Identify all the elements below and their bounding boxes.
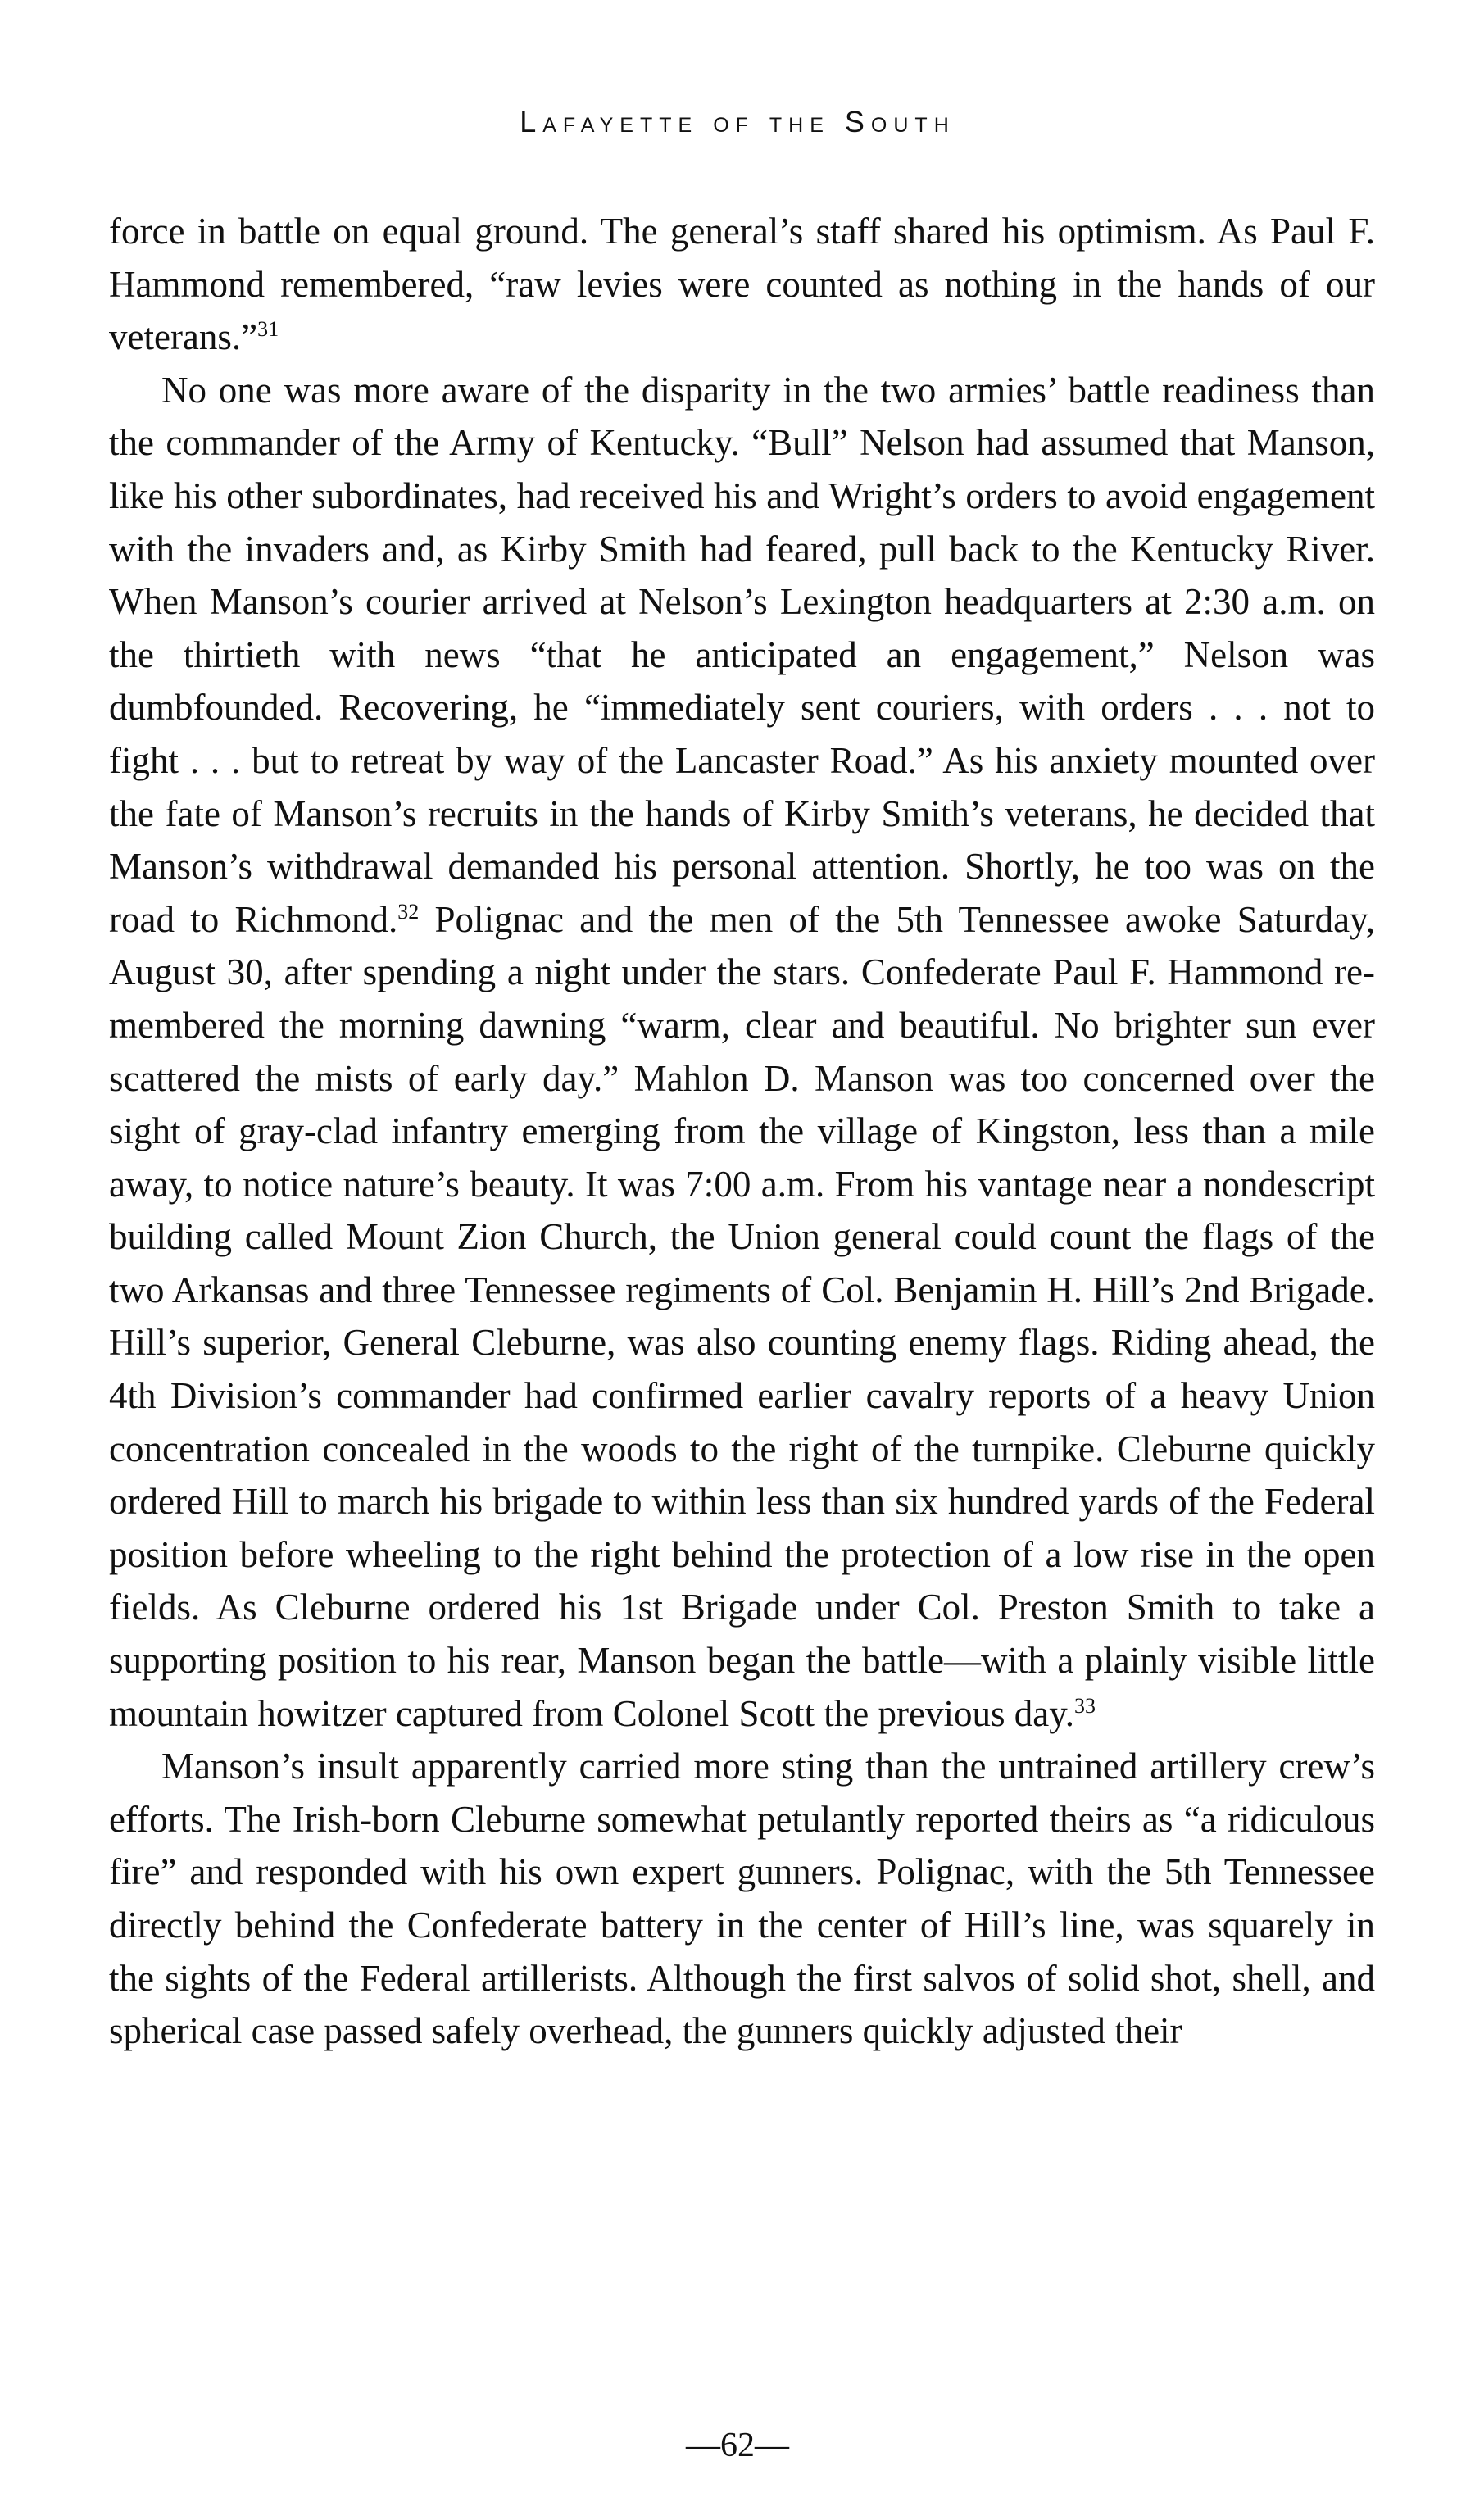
body-text	[109, 205, 1375, 2058]
paragraph-text: Polignac and the men of the 5th Tennessee awoke Saturday, August 30, after spending a night under the stars. Confederate Paul F. Hammond remembered the morning dawning “warm, clear and beautiful. No brighter sun ever scattered the mists of early day.” Mahlon D. Manson was too concerned over the sight of gray-clad infantry emerging from the village of Kingston, less than a mile away, to notice nature’s beauty. It was 7:00 a.m. From his vantage near a nondescript building called Mount Zion Church, the Union general could count the flags of the two Arkansas and three Tennessee regiments of Col. Benjamin H. Hill’s 2nd Brigade. Hill’s superior, General Cleburne, was also counting enemy flags. Riding ahead, the 4th Division’s commander had confirmed earlier cavalry reports of a heavy Union concentration concealed in the woods to the right of the turnpike. Cleburne quickly ordered Hill to march his brigade to within less than six hundred yards of the Federal position before wheeling to the right behind the protection of a low rise in the open fields. As Cleburne ordered his 1st Brigade under Col. Preston Smith to take a supporting position to his rear, Manson began the battle—with a plainly visible little mountain howitzer captured from Colonel Scott the previous day.	[109, 898, 1375, 1734]
footnote-ref: 33	[1074, 1693, 1096, 1718]
page-number: —62—	[686, 2427, 789, 2464]
footnote-ref: 32	[397, 899, 420, 924]
paragraph	[109, 364, 1375, 1740]
running-head: Lafayette of the South	[520, 105, 955, 138]
paragraph	[109, 1740, 1375, 2058]
paragraph-text: Manson’s insult apparently carried more sting than the untrained artillery crew’s efforts. The Irish-born Cleburne somewhat petulantly reported theirs as “a ridiculous fire” and responded with his own expert gunners. Polignac, with the 5th Tennessee directly behind the Confederate battery in the center of Hill’s line, was squarely in the sights of the Federal artillerists. Although the first salvos of solid shot, shell, and spherical case passed safely overhead, the gunners quickly adjusted their	[109, 1746, 1375, 2052]
paragraph-text: No one was more aware of the disparity in the two armies’ battle readiness than the commander of the Army of Kentucky. “Bull” Nelson had assumed that Manson, like his other subordinates, had received his and Wright’s orders to avoid engagement with the invaders and, as Kirby Smith had feared, pull back to the Kentucky River. When Manson’s courier arrived at Nelson’s Lexington headquarters at 2:30 a.m. on the thirtieth with news “that he anticipated an engagement,” Nelson was dumbfounded. Recovering, he “immediately sent couriers, with orders . . . not to fight . . . but to retreat by way of the Lancaster Road.” As his anxiety mounted over the fate of Manson’s recruits in the hands of Kirby Smith’s veterans, he decided that Manson’s withdrawal demanded his personal attention. Shortly, he too was on the road to Richmond.	[109, 369, 1375, 940]
paragraph-text: force in battle on equal ground. The general’s staff shared his optimism. As Paul F. Hammond remembered, “raw levies were counted as nothing in the hands of our veterans.”	[109, 211, 1375, 358]
footnote-ref: 31	[257, 317, 279, 342]
paragraph	[109, 205, 1375, 364]
